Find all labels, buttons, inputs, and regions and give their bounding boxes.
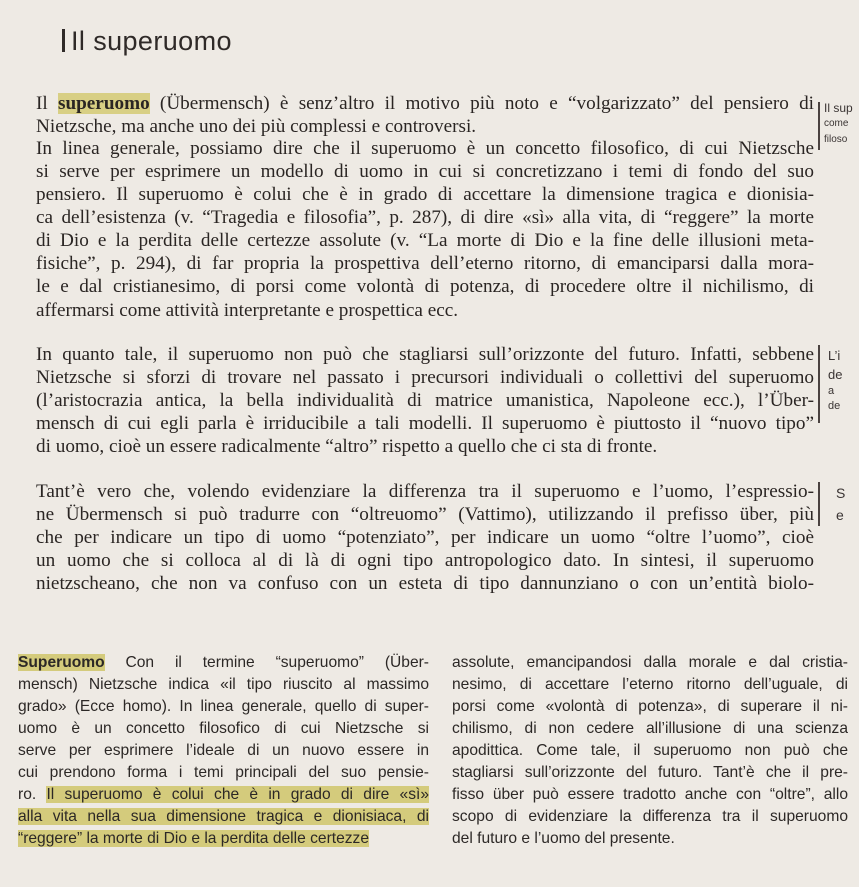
p3-line-4: un uomo che si colloca al di là di ogni tipo antropologico dato. In sintesi, il superuomo [36,550,814,571]
p2-line-2: Nietzsche si sforzi di trovare nel passato i precursori individuali o collettivi del superuomo [36,367,814,388]
p1-line-6: ca dell’esistenza (v. “Tragedia e filosofia”, p. 287), di dire «sì» alla vita, di “reggere” la morte [36,207,814,228]
p2-line-4: mensch di cui egli parla è irriducibile a tali modelli. Il superuomo è piuttosto il “nuovo tipo” [36,413,814,434]
summary-left-line-1: Superuomo Con il termine “superuomo” (Über- [18,654,429,671]
margin-rule-1 [818,102,820,150]
margin-note-2: L’i de a de [828,348,843,412]
summary-right-line-9: del futuro e l’uomo del presente. [452,830,675,847]
p1-line-10: affermarsi come attività interpretante e prospettica ecc. [36,300,459,321]
summary-highlight-1: Il superuomo è colui che è in grado di dire «sì» [46,786,429,803]
p1-line-4: si serve per esprimere un modello di uomo in cui si concretizzano i temi di fondo del suo [36,161,814,182]
summary-right-line-4: chilismo, di non cedere all’illusione di una scienza [452,720,848,737]
section-heading: Il superuomo [62,24,462,58]
summary-right-line-7: fisso über può essere tradotto anche con “oltre”, allo [452,786,848,803]
p1-line-1: Il superuomo (Übermensch) è senz’altro il motivo più noto e “volgarizzato” del pensiero di [36,93,814,114]
summary-left-line-7: ro. Il superuomo è colui che è in grado di dire «sì» [18,786,429,803]
summary-term-superuomo: Superuomo [18,654,105,671]
summary-right-line-3: porsi come «volontà di potenza», di superare il ni- [452,698,848,715]
p1-line-2: Nietzsche, ma anche uno dei più complessi e controversi. [36,116,477,137]
summary-left-line-5: serve per esprimere l’ideale di un nuovo essere in [18,742,429,759]
summary-right-line-8: scopo di evidenziare la differenza tra il superuomo [452,808,848,825]
p3-line-3: che per indicare un tipo di uomo “potenziato”, per indicare un uomo “oltre l’uomo”, cioè [36,527,814,548]
summary-left-line-6: cui prendono forma i temi principali del suo pensie- [18,764,429,781]
margin-rule-2 [818,345,820,423]
summary-left-line-8 [18,806,429,828]
p2-line-1: In quanto tale, il superuomo non può che stagliarsi sull’orizzonte del futuro. Infatti, sebbene [36,344,814,365]
margin-rule-3 [818,482,820,526]
p1-line-7: di Dio e la perdita delle certezze assolute (v. “La morte di Dio e la fine delle illusioni meta- [36,230,814,251]
summary-right-line-2: nesimo, di accettare l’eterno ritorno dell’uguale, di [452,676,848,693]
summary-right-line-6: stagliarsi sull’orizzonte del futuro. Tant’è che il pre- [452,764,848,781]
summary-left-line-3: grado» (Ecce homo). In linea generale, quello di super- [18,698,429,715]
p1-line-8: fisiche”, p. 294), di far propria la prospettiva dell’eterno ritorno, di emanciparsi dalla mora- [36,253,814,274]
summary-right-line-5: apodittica. Come tale, il superuomo non può che [452,742,848,759]
gutter-marks [0,648,12,768]
p1-line-3: In linea generale, possiamo dire che il superuomo è un concetto filosofico, di cui Nietzsche [36,138,814,159]
heading-bar [62,29,65,52]
summary-highlight-3: “reggere” la morte di Dio e la perdita delle certezze [18,830,370,847]
p3-line-1: Tant’è vero che, volendo evidenziare la differenza tra il superuomo e l’uomo, l’espressio- [36,481,814,502]
p2-line-3: (l’aristocrazia antica, la bella individualità di matrice umanistica, Napoleone ecc.), l’Über- [36,390,814,411]
summary-left-line-2: mensch) Nietzsche indica «il tipo riuscito al massimo [18,676,429,693]
p2-line-5: di uomo, cioè un essere radicalmente “altro” rispetto a quello che ci sta di fronte. [36,436,658,457]
margin-note-3: S e [836,485,846,523]
summary-left-line-4: uomo è un concetto filosofico di cui Nietzsche si [18,720,429,737]
p3-line-5: nietzscheano, che non va confuso con un esteta di tipo dannunziano o con un’entità biolo- [36,573,814,594]
summary-right-line-1: assolute, emancipandosi dalla morale e dal cristia- [452,654,848,671]
margin-note-1: Il sup come filoso [824,101,853,145]
p3-line-2: ne Übermensch si può tradurre con “oltreuomo” (Vattimo), utilizzando il prefisso über, più [36,504,814,525]
highlight-superuomo: superuomo [57,93,150,114]
p1-line-9: le e dal cristianesimo, di porsi come volontà di potenza, di procedere oltre il nichilismo, di [36,276,814,297]
summary-left-line-9 [18,828,429,850]
summary-highlight-2: alla vita nella sua dimensione tragica e dionisiaca, di [18,808,429,825]
p1-line-5: pensiero. Il superuomo è colui che è in grado di accettare la dimensione tragica e dionisia- [36,184,814,205]
